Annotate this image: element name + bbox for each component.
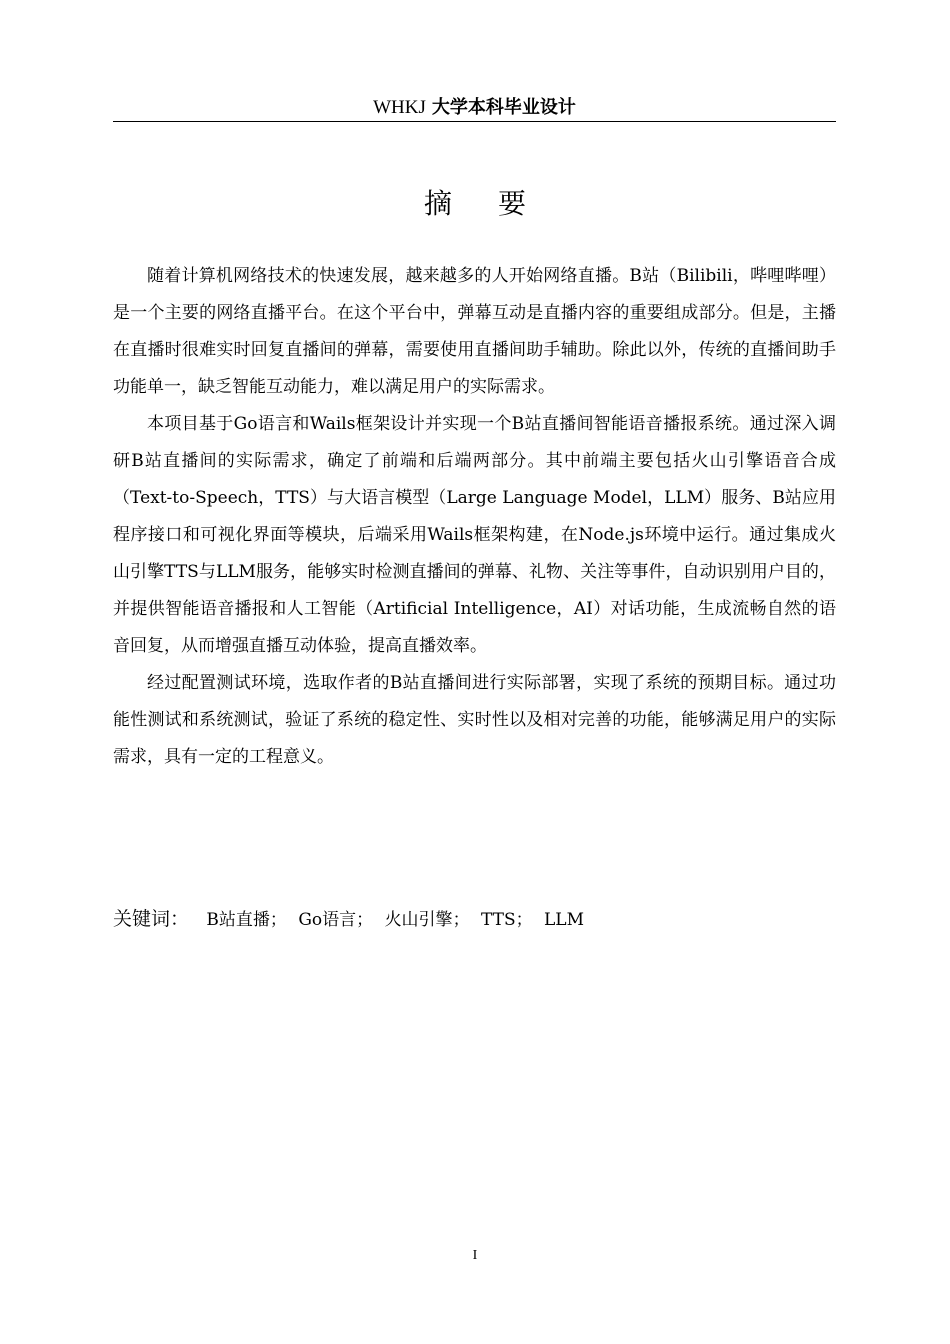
keyword-item: LLM [544,910,585,930]
abstract-paragraph-1: 随着计算机网络技术的快速发展，越来越多的人开始网络直播。B站（Bilibili，哔哩哔哩）是一个主要的网络直播平台。在这个平台中，弹幕互动是直播内容的重要组成部分。但是，主播在直播时很难实时回复直播间的弹幕，需要使用直播间助手辅助。除此以外，传统的直播间助手功能单一，缺乏智能互动能力，难以满足用户的实际需求。 [113,266,836,397]
keyword-separator: ； [515,910,533,930]
page-header [113,92,836,122]
header-title: 大学本科毕业设计 [431,97,576,118]
abstract-paragraph-3: 经过配置测试环境，选取作者的B站直播间进行实际部署，实现了系统的预期目标。通过功能性测试和系统测试，验证了系统的稳定性、实时性以及相对完善的功能，能够满足用户的实际需求，具有一定的工程意义。 [113,673,836,767]
header-prefix: WHKJ [373,97,426,118]
keyword-item: B站直播 [206,910,270,930]
abstract-paragraph-2: 本项目基于Go语言和Wails框架设计并实现一个B站直播间智能语音播报系统。通过深入调研B站直播间的实际需求，确定了前端和后端两部分。其中前端主要包括火山引擎语音合成（Text-to-Speech，TTS）与大语言模型（Large Language Model，LLM）服务、B站应用程序接口和可视化界面等模块，后端采用Wails框架构建，在Node.js环境中运行。通过集成火山引擎TTS与LLM服务，能够实时检测直播间的弹幕、礼物、关注等事件，自动识别用户目的，并提供智能语音播报和人工智能（Artificial Intelligence，AI）对话功能，生成流畅自然的语音回复，从而增强直播互动体验，提高直播效率。 [113,414,836,656]
abstract-title-char-1: 摘 [423,187,452,220]
abstract-title-char-2: 要 [498,187,527,220]
keywords-line [113,903,836,936]
keywords-label: 关键词： [113,908,190,930]
keyword-item: TTS [480,910,516,930]
keyword-item: 火山引擎 [384,910,453,930]
keyword-separator: ； [269,910,287,930]
abstract-title [0,182,950,226]
abstract-body [113,258,836,776]
keyword-separator: ； [452,910,470,930]
keyword-separator: ； [356,910,374,930]
keyword-item: Go语言 [298,910,357,930]
page-number: I [472,1248,478,1263]
